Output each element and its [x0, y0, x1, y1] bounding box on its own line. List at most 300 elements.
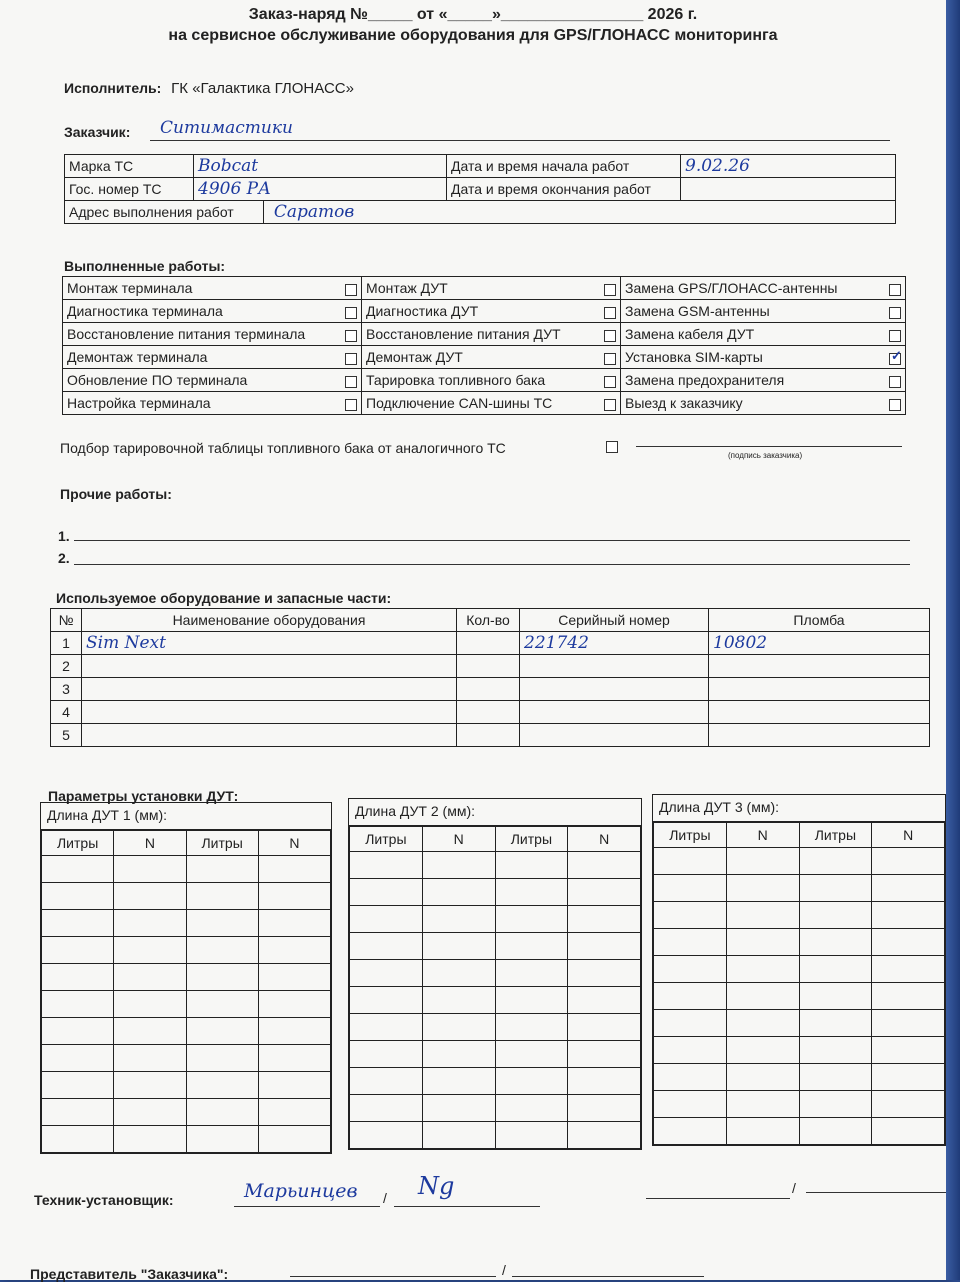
dut-cell[interactable] — [568, 933, 641, 960]
work-item — [63, 323, 362, 346]
table-row — [51, 655, 930, 678]
dut-cell[interactable] — [726, 1064, 799, 1091]
equipment-cell-qty — [457, 632, 520, 655]
works-title: Выполненные работы: — [64, 258, 226, 274]
table-row — [51, 701, 930, 724]
work-item-label: Монтаж ДУТ — [366, 280, 448, 296]
work-item-label: Настройка терминала — [67, 395, 211, 411]
table-row — [350, 933, 641, 960]
table-row — [654, 1118, 945, 1145]
work-item — [63, 346, 362, 369]
dut-cell[interactable] — [654, 956, 727, 983]
dut-cell[interactable] — [422, 906, 495, 933]
equipment-table — [50, 608, 930, 747]
equipment-cell-seal — [709, 655, 930, 678]
work-item-label: Диагностика терминала — [67, 303, 223, 319]
table-row — [350, 906, 641, 933]
work-item — [362, 346, 621, 369]
dut-cell[interactable] — [726, 848, 799, 875]
dut-cell[interactable] — [495, 987, 568, 1014]
dut-cell[interactable] — [350, 960, 423, 987]
dut-cell[interactable] — [350, 1095, 423, 1122]
dut-cell[interactable] — [350, 1041, 423, 1068]
work-checkbox[interactable] — [889, 399, 901, 411]
dut-cell[interactable] — [726, 956, 799, 983]
equipment-header-cell: Пломба — [709, 609, 930, 632]
work-checkbox[interactable] — [889, 307, 901, 319]
dut-cell[interactable] — [42, 856, 114, 883]
dut-cell[interactable] — [258, 1045, 330, 1072]
table-row — [654, 902, 945, 929]
equipment-cell-name: Sim Next — [82, 632, 457, 655]
dut-cell[interactable] — [654, 983, 727, 1010]
equipment-cell-seal: 10802 — [709, 632, 930, 655]
dut-cell[interactable] — [350, 1068, 423, 1095]
work-checkbox[interactable] — [604, 399, 616, 411]
dut-cell[interactable] — [114, 883, 186, 910]
dut-cell[interactable] — [872, 983, 945, 1010]
other-works-title: Прочие работы: — [60, 486, 172, 502]
table-row — [350, 879, 641, 906]
dut-cell[interactable] — [654, 1064, 727, 1091]
dut-cell[interactable] — [799, 1010, 872, 1037]
work-checkbox[interactable] — [604, 353, 616, 365]
dut-cell[interactable] — [422, 1014, 495, 1041]
calibration-sign-caption: (подпись заказчика) — [728, 451, 803, 460]
document-subtitle: на сервисное обслуживание оборудования для GPS/ГЛОНАСС мониторинга — [168, 27, 778, 44]
dut-cell[interactable] — [726, 902, 799, 929]
dut-cell[interactable] — [872, 1037, 945, 1064]
dut-cell[interactable] — [726, 1118, 799, 1145]
work-item-label: Диагностика ДУТ — [366, 303, 479, 319]
dut-cell[interactable] — [258, 910, 330, 937]
dut-cell[interactable] — [114, 1126, 186, 1153]
work-checkbox[interactable] — [889, 284, 901, 296]
work-item-label: Демонтаж ДУТ — [366, 349, 463, 365]
dut-cell[interactable] — [726, 983, 799, 1010]
equipment-cell-name — [82, 724, 457, 747]
dut-cell[interactable] — [872, 902, 945, 929]
dut-cell[interactable] — [350, 1014, 423, 1041]
work-item-label: Тарировка топливного бака — [366, 372, 546, 388]
dut-cell[interactable] — [350, 987, 423, 1014]
dut-cell[interactable] — [568, 879, 641, 906]
dut-cell[interactable] — [495, 1122, 568, 1149]
dut-cell[interactable] — [495, 1095, 568, 1122]
dut-cell[interactable] — [654, 1091, 727, 1118]
equipment-cell-n: 3 — [51, 678, 82, 701]
calibration-label: Подбор тарировочной таблицы топливного бака от аналогичного ТС — [60, 440, 506, 456]
work-item — [63, 369, 362, 392]
dut-cell[interactable] — [872, 1118, 945, 1145]
dut-caption: Длина ДУТ 3 (мм): — [653, 795, 945, 822]
document-title: Заказ-наряд №_____ от «_____»________________ 2026 г. — [248, 6, 698, 23]
dut-cell[interactable] — [422, 852, 495, 879]
table-row — [350, 960, 641, 987]
dut-cell[interactable] — [186, 1045, 258, 1072]
dut-cell[interactable] — [42, 937, 114, 964]
equipment-cell-n: 5 — [51, 724, 82, 747]
dut-cell[interactable] — [872, 1064, 945, 1091]
table-row — [350, 852, 641, 879]
work-checkbox[interactable] — [889, 376, 901, 388]
work-item — [362, 323, 621, 346]
table-row — [42, 1072, 331, 1099]
dut-cell[interactable] — [799, 902, 872, 929]
table-row — [42, 964, 331, 991]
dut-cell[interactable] — [114, 991, 186, 1018]
dut-cell[interactable] — [258, 856, 330, 883]
dut-cell[interactable] — [726, 1037, 799, 1064]
equipment-cell-seal — [709, 724, 930, 747]
table-row — [350, 987, 641, 1014]
dut-cell[interactable] — [654, 848, 727, 875]
dut-cell[interactable] — [799, 1118, 872, 1145]
table-row — [42, 883, 331, 910]
tech-label: Техник-установщик: — [34, 1192, 174, 1208]
dut-cell[interactable] — [799, 1091, 872, 1118]
table-row — [51, 632, 930, 655]
aux-line-2 — [806, 1192, 950, 1193]
equipment-cell-qty — [457, 701, 520, 724]
equipment-cell-serial — [520, 678, 709, 701]
dut-cell[interactable] — [872, 929, 945, 956]
dut-cell[interactable] — [350, 879, 423, 906]
dut-col-header: N — [872, 823, 945, 848]
work-item-label: Демонтаж терминала — [67, 349, 208, 365]
work-item-label: Восстановление питания ДУТ — [366, 326, 561, 342]
work-item-label: Замена GPS/ГЛОНАСС-антенны — [625, 280, 838, 296]
dut-cell[interactable] — [422, 933, 495, 960]
plate-label: Гос. номер ТС — [65, 178, 194, 201]
dut-cell[interactable] — [495, 1014, 568, 1041]
customer-label: Заказчик: — [64, 124, 131, 140]
dut-cell[interactable] — [726, 1091, 799, 1118]
rep-label: Представитель "Заказчика": — [30, 1266, 229, 1282]
brand-label: Марка ТС — [65, 155, 194, 178]
dut-col-header: Литры — [186, 831, 258, 856]
dut-cell[interactable] — [186, 1099, 258, 1126]
dut-cell[interactable] — [799, 983, 872, 1010]
dut-cell[interactable] — [350, 852, 423, 879]
work-item — [621, 392, 906, 415]
dut-cell[interactable] — [495, 960, 568, 987]
equipment-cell-serial — [520, 655, 709, 678]
table-row — [654, 929, 945, 956]
dut-cell[interactable] — [422, 1068, 495, 1095]
calibration-checkbox[interactable] — [606, 437, 618, 458]
work-checkbox[interactable] — [889, 330, 901, 342]
dut-cell[interactable] — [186, 1018, 258, 1045]
dut-cell[interactable] — [42, 883, 114, 910]
work-checkbox[interactable] — [345, 307, 357, 319]
equipment-header-cell: Серийный номер — [520, 609, 709, 632]
other-works-item2: 2. — [58, 550, 70, 566]
dut-cell[interactable] — [42, 991, 114, 1018]
work-checkbox[interactable] — [345, 376, 357, 388]
table-row — [42, 937, 331, 964]
tech-sign-line — [394, 1206, 540, 1207]
brand-value: Bobcat — [194, 155, 447, 178]
dut-cell[interactable] — [568, 1095, 641, 1122]
check-mark-icon: ✓ — [891, 348, 902, 363]
start-value: 9.02.26 — [681, 155, 896, 178]
dut-cell[interactable] — [114, 1018, 186, 1045]
dut-cell[interactable] — [799, 1064, 872, 1091]
work-item — [362, 392, 621, 415]
aux-line-1 — [646, 1198, 790, 1199]
dut-col-header: N — [114, 831, 186, 856]
work-checkbox[interactable] — [345, 399, 357, 411]
dut-cell[interactable] — [350, 906, 423, 933]
dut-cell[interactable] — [495, 906, 568, 933]
dut-cell[interactable] — [568, 1041, 641, 1068]
rep-line-2 — [512, 1276, 704, 1277]
dut-cell[interactable] — [799, 929, 872, 956]
dut-cell[interactable] — [568, 906, 641, 933]
dut-cell[interactable] — [258, 1072, 330, 1099]
table-row — [654, 1091, 945, 1118]
dut-cell[interactable] — [258, 1018, 330, 1045]
dut-cell[interactable] — [186, 964, 258, 991]
dut-cell[interactable] — [568, 987, 641, 1014]
dut-cell[interactable] — [568, 1014, 641, 1041]
end-label: Дата и время окончания работ — [447, 178, 681, 201]
table-row — [350, 1095, 641, 1122]
executor-row — [64, 80, 354, 97]
tech-name: Марьинцев — [244, 1180, 358, 1202]
vehicle-table — [64, 154, 896, 224]
dut-cell[interactable] — [495, 879, 568, 906]
aux-slash: / — [792, 1180, 796, 1196]
dut-cell[interactable] — [422, 987, 495, 1014]
dut-cell[interactable] — [872, 1091, 945, 1118]
dut-cell[interactable] — [568, 1122, 641, 1149]
work-checkbox[interactable] — [889, 348, 902, 365]
dut-cell[interactable] — [186, 856, 258, 883]
start-label: Дата и время начала работ — [447, 155, 681, 178]
table-row — [350, 1041, 641, 1068]
dut-cell[interactable] — [654, 875, 727, 902]
dut-cell[interactable] — [654, 1118, 727, 1145]
calibration-sign-line — [636, 446, 902, 447]
dut-cell[interactable] — [42, 1099, 114, 1126]
dut-col-header: Литры — [495, 827, 568, 852]
equipment-cell-qty — [457, 655, 520, 678]
dut-cell[interactable] — [186, 1126, 258, 1153]
executor-value: ГК «Галактика ГЛОНАСС» — [171, 80, 354, 97]
dut-cell[interactable] — [726, 929, 799, 956]
work-checkbox[interactable] — [345, 330, 357, 342]
dut-cell[interactable] — [258, 1126, 330, 1153]
dut-cell[interactable] — [799, 848, 872, 875]
dut-cell[interactable] — [114, 910, 186, 937]
dut-cell[interactable] — [258, 937, 330, 964]
dut-cell[interactable] — [42, 1018, 114, 1045]
tech-name-line — [234, 1206, 380, 1207]
dut-cell[interactable] — [258, 1099, 330, 1126]
dut-cell[interactable] — [186, 991, 258, 1018]
work-item-label: Восстановление питания терминала — [67, 326, 306, 342]
dut-cell[interactable] — [495, 1041, 568, 1068]
customer-line — [150, 140, 890, 141]
work-item — [362, 369, 621, 392]
table-row — [42, 1126, 331, 1153]
dut-cell[interactable] — [654, 902, 727, 929]
table-row — [42, 1018, 331, 1045]
table-row — [42, 991, 331, 1018]
dut-col-header: N — [726, 823, 799, 848]
work-item — [621, 323, 906, 346]
equipment-cell-serial — [520, 724, 709, 747]
dut-cell[interactable] — [872, 1010, 945, 1037]
table-row — [350, 1014, 641, 1041]
executor-label: Исполнитель: — [64, 80, 162, 96]
other-works-item1: 1. — [58, 528, 70, 544]
work-item — [621, 277, 906, 300]
table-row — [654, 956, 945, 983]
dut-cell[interactable] — [726, 875, 799, 902]
work-item — [621, 369, 906, 392]
work-item-label: Монтаж терминала — [67, 280, 193, 296]
dut-cell[interactable] — [42, 1045, 114, 1072]
work-checkbox[interactable] — [604, 284, 616, 296]
dut-cell[interactable] — [114, 964, 186, 991]
dut-cell[interactable] — [654, 1037, 727, 1064]
dut-cell[interactable] — [799, 956, 872, 983]
dut-cell[interactable] — [799, 1037, 872, 1064]
dut-cell[interactable] — [495, 1068, 568, 1095]
work-item-label: Подключение CAN-шины ТС — [366, 395, 553, 411]
dut-table-1 — [40, 802, 332, 1154]
customer-value: Ситимастики — [160, 118, 293, 138]
dut-cell[interactable] — [114, 1045, 186, 1072]
dut-cell[interactable] — [114, 856, 186, 883]
work-item-label: Замена кабеля ДУТ — [625, 326, 755, 342]
dut-cell[interactable] — [186, 910, 258, 937]
work-checkbox[interactable] — [345, 284, 357, 296]
table-row — [654, 983, 945, 1010]
table-row — [654, 1037, 945, 1064]
dut-cell[interactable] — [568, 852, 641, 879]
dut-cell[interactable] — [258, 883, 330, 910]
work-item-label: Установка SIM-карты — [625, 349, 763, 365]
table-row — [42, 910, 331, 937]
work-checkbox[interactable] — [345, 353, 357, 365]
equipment-cell-qty — [457, 724, 520, 747]
dut-cell[interactable] — [42, 910, 114, 937]
dut-cell[interactable] — [186, 937, 258, 964]
dut-cell[interactable] — [654, 929, 727, 956]
dut-cell[interactable] — [872, 956, 945, 983]
dut-cell[interactable] — [258, 991, 330, 1018]
dut-cell[interactable] — [422, 1095, 495, 1122]
dut-col-header: N — [258, 831, 330, 856]
dut-caption: Длина ДУТ 1 (мм): — [41, 803, 331, 830]
work-checkbox[interactable] — [604, 330, 616, 342]
table-row — [654, 1064, 945, 1091]
table-row — [42, 856, 331, 883]
dut-cell[interactable] — [872, 848, 945, 875]
table-row — [51, 724, 930, 747]
dut-cell[interactable] — [114, 937, 186, 964]
dut-cell[interactable] — [799, 875, 872, 902]
dut-cell[interactable] — [350, 1122, 423, 1149]
dut-cell[interactable] — [654, 1010, 727, 1037]
rep-line-1 — [290, 1276, 496, 1277]
dut-cell[interactable] — [422, 1122, 495, 1149]
dut-cell[interactable] — [422, 960, 495, 987]
dut-cell[interactable] — [42, 1072, 114, 1099]
dut-cell[interactable] — [114, 1072, 186, 1099]
dut-col-header: Литры — [654, 823, 727, 848]
dut-cell[interactable] — [42, 964, 114, 991]
dut-cell[interactable] — [726, 1010, 799, 1037]
other-works-line2 — [74, 564, 910, 565]
equipment-cell-name — [82, 678, 457, 701]
work-item-label: Замена GSM-антенны — [625, 303, 770, 319]
end-value — [681, 178, 896, 201]
dut-cell[interactable] — [872, 875, 945, 902]
equipment-cell-name — [82, 655, 457, 678]
equipment-header-cell: Наименование оборудования — [82, 609, 457, 632]
equipment-cell-seal — [709, 678, 930, 701]
dut-cell[interactable] — [568, 1068, 641, 1095]
dut-cell[interactable] — [258, 964, 330, 991]
work-item-label: Замена предохранителя — [625, 372, 785, 388]
dut-col-header: Литры — [799, 823, 872, 848]
dut-cell[interactable] — [42, 1126, 114, 1153]
equipment-cell-name — [82, 701, 457, 724]
work-item — [362, 300, 621, 323]
dut-col-header: Литры — [350, 827, 423, 852]
equipment-cell-qty — [457, 678, 520, 701]
dut-cell[interactable] — [568, 960, 641, 987]
work-item — [63, 300, 362, 323]
work-item-label: Выезд к заказчику — [625, 395, 743, 411]
dut-cell[interactable] — [114, 1099, 186, 1126]
rep-slash: / — [502, 1262, 506, 1278]
table-row — [350, 1122, 641, 1149]
work-item — [621, 300, 906, 323]
plate-value: 4906 РА — [194, 178, 447, 201]
work-checkbox[interactable] — [604, 307, 616, 319]
table-row — [654, 848, 945, 875]
equipment-cell-seal — [709, 701, 930, 724]
dut-cell[interactable] — [422, 1041, 495, 1068]
work-item — [63, 392, 362, 415]
dut-cell[interactable] — [186, 1072, 258, 1099]
work-item — [621, 346, 906, 369]
dut-cell[interactable] — [186, 883, 258, 910]
dut-table-3 — [652, 794, 946, 1146]
tech-signature: Ng — [418, 1172, 455, 1200]
work-checkbox[interactable] — [604, 376, 616, 388]
address-value: Саратов — [273, 202, 355, 222]
dut-col-header: N — [568, 827, 641, 852]
other-works-line1 — [74, 540, 910, 541]
dut-cell[interactable] — [350, 933, 423, 960]
table-row — [51, 678, 930, 701]
equipment-title: Используемое оборудование и запасные части: — [56, 590, 392, 606]
dut-cell[interactable] — [422, 879, 495, 906]
dut-cell[interactable] — [495, 852, 568, 879]
dut-table-2 — [348, 798, 642, 1150]
work-item — [362, 277, 621, 300]
equipment-cell-n: 2 — [51, 655, 82, 678]
dut-cell[interactable] — [495, 933, 568, 960]
works-table — [62, 276, 906, 415]
